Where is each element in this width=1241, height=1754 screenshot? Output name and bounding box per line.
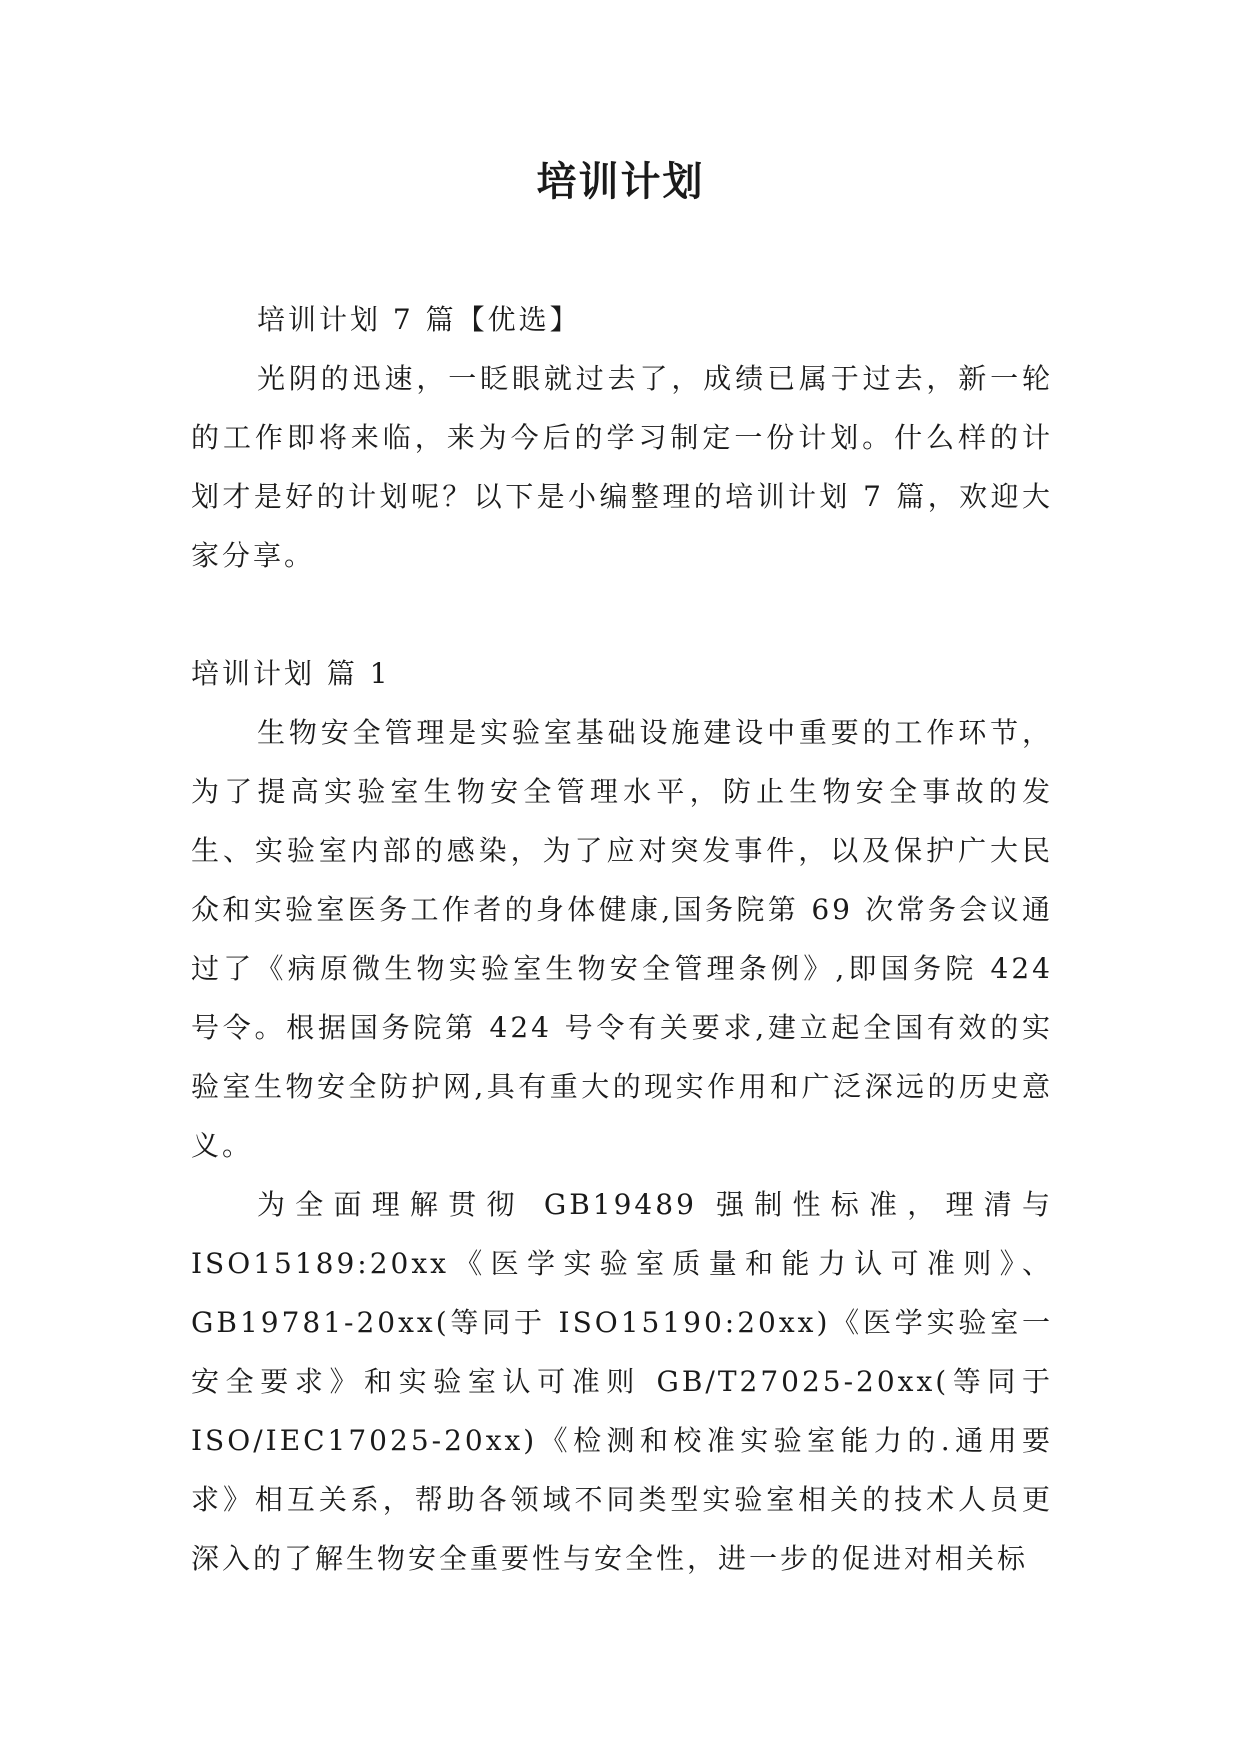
document-body: [191, 290, 1053, 1588]
section-paragraph: 生物安全管理是实验室基础设施建设中重要的工作环节，为了提高实验室生物安全管理水平，防止生物安全事故的发生、实验室内部的感染，为了应对突发事件，以及保护广大民众和实验室医务工作者的身体健康,国务院第 69 次常务会议通过了《病原微生物实验室生物安全管理条例》,即国务院 424 号令。根据国务院第 424 号令有关要求,建立起全国有效的实验室生物安全防护网,具有重大的现实作用和广泛深远的历史意义。: [191, 716, 1053, 1162]
section-heading: 培训计划 篇 1: [191, 657, 391, 690]
intro-paragraph: 光阴的迅速，一眨眼就过去了，成绩已属于过去，新一轮的工作即将来临，来为今后的学习制定一份计划。什么样的计划才是好的计划呢？以下是小编整理的培训计划 7 篇，欢迎大家分享。: [191, 362, 1053, 572]
document-subtitle: 培训计划 7 篇【优选】: [257, 303, 581, 336]
page-title: 培训计划: [536, 158, 705, 205]
section-paragraph: 为全面理解贯彻 GB19489 强制性标准，理清与 ISO15189:20xx《医学实验室质量和能力认可准则》、GB19781-20xx(等同于 ISO15190:20xx)《医学实验室一安全要求》和实验室认可准则 GB/T27025-20xx(等同于 ISO/IEC17025-20xx)《检测和校准实验室能力的.通用要求》相互关系，帮助各领域不同类型实验室相关的技术人员更深入的了解生物安全重要性与安全性，进一步的促进对相关标: [191, 1188, 1053, 1575]
